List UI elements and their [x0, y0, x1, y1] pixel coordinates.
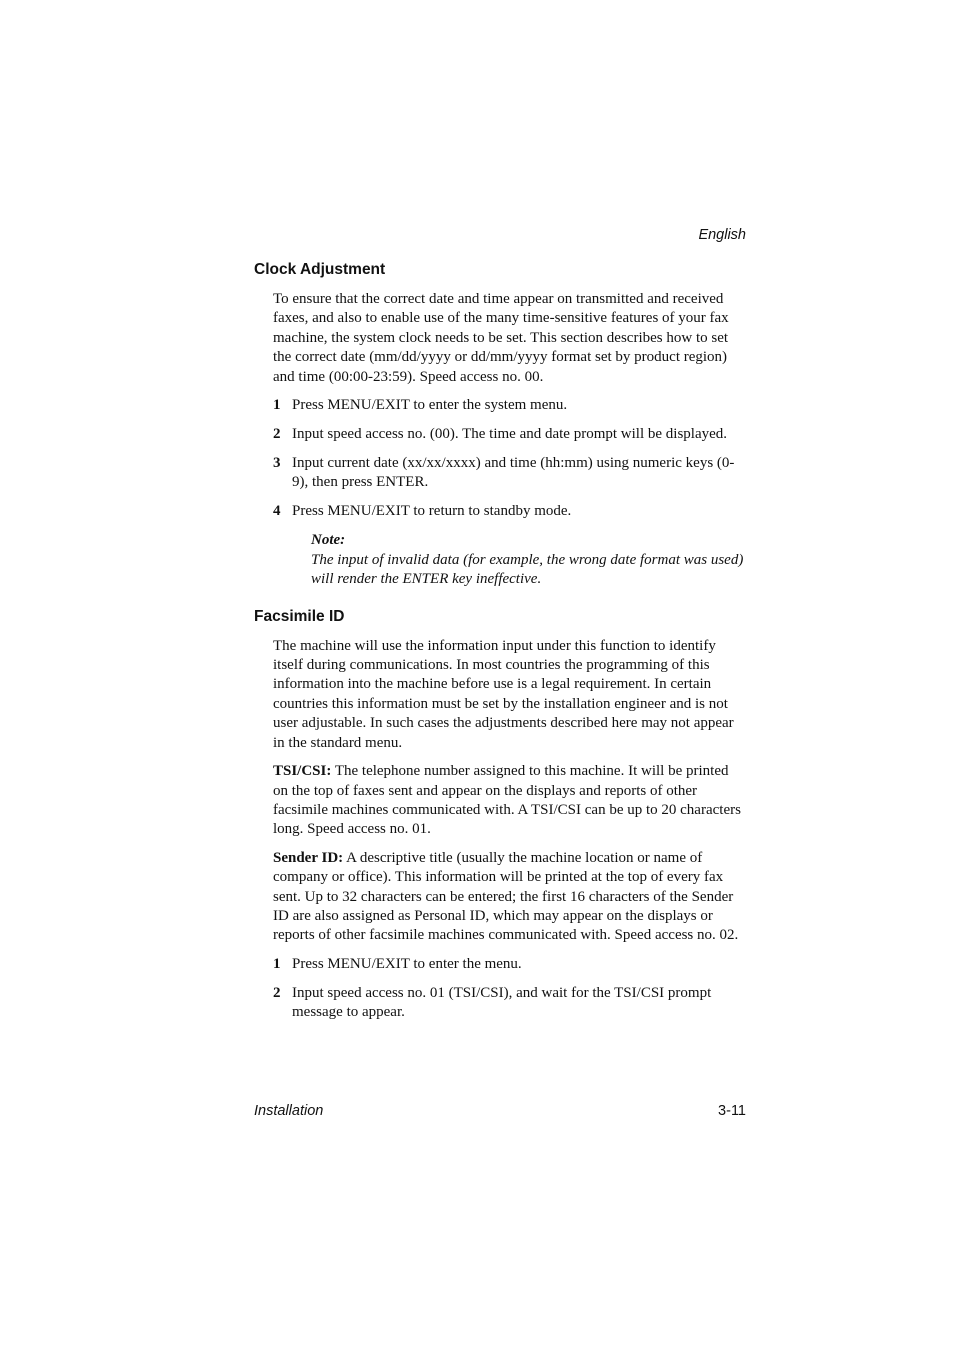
step-number: 4: [273, 503, 281, 520]
page-content: [254, 260, 746, 1032]
tsi-csi-label: TSI/CSI:: [273, 763, 332, 780]
step-text: Press MENU/EXIT to enter the menu.: [292, 955, 522, 972]
step-number: 2: [273, 426, 281, 443]
tsi-csi-text: The telephone number assigned to this machine. It will be printed on the top of faxes sent and appear on the displays and reports of other facsimile machines communicated with. A TSI/CSI can be up to 20 characters long. Speed access no. 01.: [273, 763, 741, 838]
list-item: [273, 955, 744, 974]
list-item: [273, 454, 744, 493]
sender-id-text: A descriptive title (usually the machine location or name of company or office). This information will be printed at the top of every fax sent. Up to 32 characters can be entered; the first 16 characters of the Sender ID are also assigned as Personal ID, which may appear on the displays or reports of other facsimile machines communicated with. Speed access no. 02.: [273, 849, 739, 944]
clock-adjustment-intro: To ensure that the correct date and time appear on transmitted and received faxes, and also to enable use of the many time-sensitive features of your fax machine, the system clock needs to be set. This section describes how to set the correct date (mm/dd/yyyy or dd/mm/yyyy format set by product region) and time (00:00-23:59). Speed access no. 00.: [273, 291, 729, 385]
list-item: [273, 425, 744, 444]
step-text: Input speed access no. 01 (TSI/CSI), and wait for the TSI/CSI prompt message to appear.: [292, 984, 712, 1021]
step-number: 2: [273, 984, 281, 1001]
note-title: Note:: [311, 532, 346, 549]
note-text: The input of invalid data (for example, the wrong date format was used) will render the ENTER key ineffective.: [311, 551, 744, 588]
step-number: 3: [273, 455, 281, 472]
list-item: [273, 502, 744, 521]
sender-id-label: Sender ID:: [273, 849, 344, 866]
section-title-facsimile-id: Facsimile ID: [254, 607, 345, 625]
note-block: [311, 531, 744, 589]
header-language-label: English: [698, 227, 746, 243]
sender-id-paragraph: [273, 849, 744, 946]
step-number: 1: [273, 955, 281, 972]
footer-page-number: 3-11: [718, 1103, 746, 1119]
step-text: Input speed access no. (00). The time and date prompt will be displayed.: [292, 426, 728, 443]
step-text: Press MENU/EXIT to return to standby mode.: [292, 503, 572, 520]
section-title-clock-adjustment: Clock Adjustment: [254, 261, 386, 278]
footer-chapter-label: Installation: [254, 1103, 324, 1119]
step-text: Input current date (xx/xx/xxxx) and time (hh:mm) using numeric keys (0-9), then press ENTER.: [292, 455, 735, 491]
tsi-csi-paragraph: [273, 762, 744, 840]
list-item: [273, 396, 744, 415]
facsimile-id-intro: The machine will use the information input under this function to identify itself during communications. In most countries the programming of this information into the machine before use is a legal requirement. In certain countries this information must be set by the installation engineer and is not user adjustable. In such cases the adjustments described here may not appear in the standard menu.: [273, 637, 734, 751]
list-item: [273, 984, 744, 1023]
step-text: Press MENU/EXIT to enter the system menu.: [292, 397, 568, 414]
step-number: 1: [273, 397, 281, 414]
